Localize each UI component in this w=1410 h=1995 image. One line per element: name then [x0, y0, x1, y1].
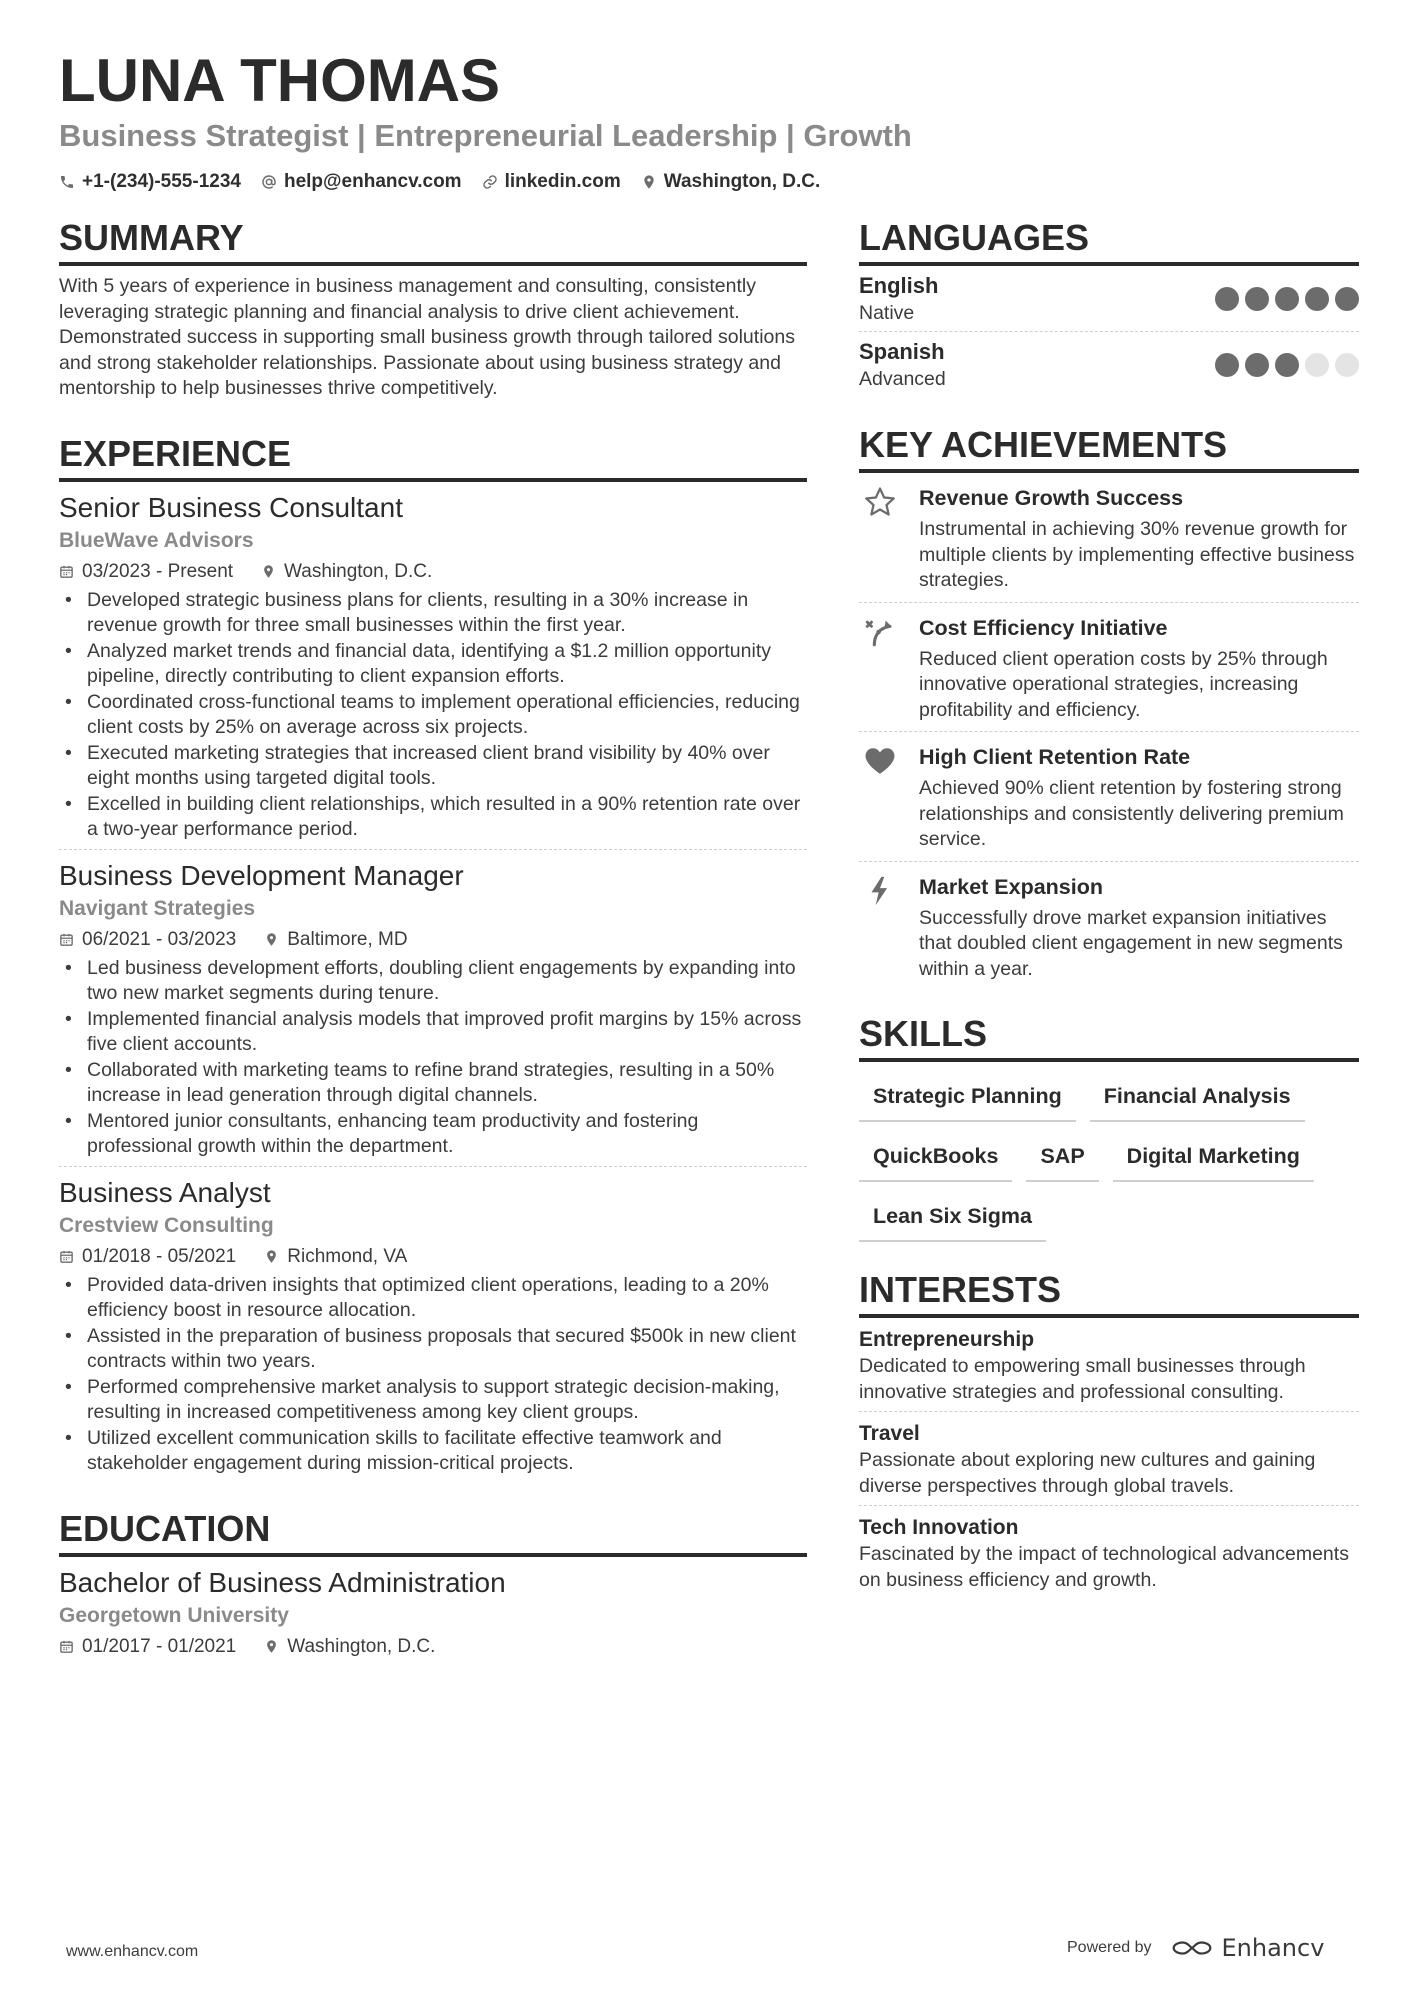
experience-bullets	[59, 956, 807, 1160]
achievement-icon-wrap	[859, 742, 901, 853]
contact-location-text: Washington, D.C.	[663, 171, 821, 192]
experience-location	[264, 1243, 407, 1271]
experience-location	[264, 926, 407, 954]
rating-dot	[1275, 287, 1299, 311]
rating-dot	[1215, 353, 1239, 377]
experience-bullets	[59, 1273, 807, 1477]
lightning-icon	[863, 874, 897, 908]
language-info	[859, 338, 946, 392]
rating-dot	[1305, 353, 1329, 377]
experience-heading: EXPERIENCE	[59, 432, 807, 482]
experience-location-text: Richmond, VA	[287, 1245, 408, 1267]
skills-section	[859, 1012, 1359, 1242]
experience-entry	[59, 482, 807, 850]
education-entry	[59, 1557, 807, 1661]
enhancv-logo-icon	[1170, 1937, 1214, 1959]
right-column	[859, 216, 1359, 1599]
achievement-body	[919, 742, 1359, 853]
location-pin-icon	[641, 174, 657, 190]
languages-section	[859, 216, 1359, 397]
education-heading: EDUCATION	[59, 1507, 807, 1557]
achievement-item	[859, 862, 1359, 991]
contact-linkedin[interactable]	[482, 168, 621, 196]
education-section	[59, 1507, 807, 1661]
skills-heading: SKILLS	[859, 1012, 1359, 1062]
footer-website[interactable]: www.enhancv.com	[66, 1943, 199, 1960]
contact-phone[interactable]	[59, 168, 241, 196]
experience-role: Business Development Manager	[59, 859, 464, 891]
experience-location-text: Washington, D.C.	[284, 560, 433, 582]
contact-bar	[59, 168, 820, 196]
star-icon	[863, 485, 897, 519]
achievement-item	[859, 473, 1359, 603]
rating-dot	[1275, 353, 1299, 377]
heart-icon	[863, 744, 897, 778]
skill-tag: SAP	[1026, 1136, 1098, 1182]
experience-dates-text: 06/2021 - 03/2023	[82, 928, 237, 950]
location-pin-icon	[264, 932, 279, 947]
footer-powered-by	[1067, 1934, 1324, 1962]
interests-section	[859, 1268, 1359, 1599]
experience-company: Crestview Consulting	[59, 1213, 274, 1237]
experience-bullet: • Coordinated cross-functional teams to implement operational efficiencies, reducing client costs by 25% on average across six projects.	[59, 690, 807, 741]
achievement-item	[859, 603, 1359, 733]
contact-email-text: help@enhancv.com	[283, 171, 462, 192]
rating-dot	[1215, 287, 1239, 311]
education-degree: Bachelor of Business Administration	[59, 1566, 506, 1598]
contact-email[interactable]	[261, 168, 462, 196]
rating-dot	[1245, 287, 1269, 311]
experience-section	[59, 432, 807, 1483]
achievement-icon-wrap	[859, 483, 901, 594]
skills-list	[859, 1076, 1359, 1242]
experience-bullet: • Developed strategic business plans for clients, resulting in a 30% increase in revenue growth for three small businesses within the first year.	[59, 588, 807, 639]
experience-bullet: • Analyzed market trends and financial data, identifying a $1.2 million opportunity pipeline, directly contributing to client expansion efforts.	[59, 639, 807, 690]
contact-phone-text: +1-(234)-555-1234	[82, 171, 241, 192]
brand-name: Enhancv	[1221, 1934, 1325, 1962]
education-location-text: Washington, D.C.	[287, 1635, 436, 1657]
education-dates	[59, 1633, 236, 1661]
interest-desc: Dedicated to empowering small businesses through innovative strategies and professional consulting.	[859, 1355, 1306, 1403]
experience-role: Senior Business Consultant	[59, 491, 403, 523]
interest-item	[859, 1412, 1359, 1506]
skill-tag: Lean Six Sigma	[859, 1196, 1046, 1242]
summary-section	[59, 216, 807, 402]
location-pin-icon	[264, 1249, 279, 1264]
experience-company: BlueWave Advisors	[59, 528, 254, 552]
powered-by-label: Powered by	[1067, 1939, 1152, 1956]
achievement-item	[859, 732, 1359, 862]
achievement-body	[919, 483, 1359, 594]
language-name: Spanish	[859, 339, 945, 364]
education-dates-text: 01/2017 - 01/2021	[82, 1635, 237, 1657]
skill-tag: QuickBooks	[859, 1136, 1012, 1182]
interest-item	[859, 1318, 1359, 1412]
experience-bullet: • Executed marketing strategies that increased client brand visibility by 40% over eight months using targeted digital tools.	[59, 741, 807, 792]
education-meta	[59, 1633, 807, 1661]
at-icon	[261, 174, 277, 190]
experience-entry	[59, 1167, 807, 1483]
achievement-body	[919, 613, 1359, 724]
calendar-icon	[59, 1249, 74, 1264]
experience-dates	[59, 1243, 236, 1271]
interest-desc: Passionate about exploring new cultures and gaining diverse perspectives through global travels.	[859, 1449, 1316, 1497]
location-pin-icon	[261, 564, 276, 579]
contact-location	[641, 168, 821, 196]
experience-location	[261, 558, 432, 586]
achievement-icon-wrap	[859, 613, 901, 724]
experience-bullet: • Performed comprehensive market analysis to support strategic decision-making, resulting in increased competitiveness among key client groups.	[59, 1375, 807, 1426]
location-pin-icon	[264, 1639, 279, 1654]
achievement-title: Cost Efficiency Initiative	[919, 615, 1168, 640]
experience-meta	[59, 926, 807, 954]
education-location	[264, 1633, 435, 1661]
skill-tag: Financial Analysis	[1090, 1076, 1305, 1122]
calendar-icon	[59, 932, 74, 947]
rating-dot	[1335, 287, 1359, 311]
experience-bullet: • Collaborated with marketing teams to refine brand strategies, resulting in a 50% increase in lead generation through digital channels.	[59, 1058, 807, 1109]
language-level: Advanced	[859, 368, 946, 390]
experience-entry	[59, 850, 807, 1167]
achievement-desc: Reduced client operation costs by 25% through innovative operational strategies, increasing profitability and efficiency.	[919, 647, 1328, 721]
interest-desc: Fascinated by the impact of technological advancements on business efficiency and growth.	[859, 1543, 1349, 1591]
contact-linkedin-text: linkedin.com	[504, 171, 621, 192]
experience-location-text: Baltimore, MD	[287, 928, 408, 950]
experience-bullet: • Assisted in the preparation of business proposals that secured $500k in new client contracts within two years.	[59, 1324, 807, 1375]
skill-tag: Digital Marketing	[1113, 1136, 1314, 1182]
summary-heading: SUMMARY	[59, 216, 807, 266]
experience-bullets	[59, 588, 807, 843]
experience-bullet: • Implemented financial analysis models that improved profit margins by 15% across five client accounts.	[59, 1007, 807, 1058]
experience-role: Business Analyst	[59, 1176, 271, 1208]
experience-company: Navigant Strategies	[59, 896, 256, 920]
experience-dates	[59, 926, 236, 954]
interest-title: Travel	[859, 1422, 920, 1445]
strategy-arrow-icon	[863, 615, 897, 649]
experience-bullet: • Provided data-driven insights that optimized client operations, leading to a 20% efficiency boost in resource allocation.	[59, 1273, 807, 1324]
candidate-headline: Business Strategist | Entrepreneurial Leadership | Growth	[59, 118, 912, 153]
language-rating	[1215, 287, 1359, 311]
phone-icon	[59, 174, 75, 190]
achievement-desc: Instrumental in achieving 30% revenue growth for multiple clients by implementing effective business strategies.	[919, 518, 1355, 591]
summary-text: With 5 years of experience in business management and consulting, consistently leveraging strategic planning and financial analysis to drive client achievement. Demonstrated success in supporting small business growth through tailored solutions and strong stakeholder relationships. Passionate about using business strategy and mentorship to help businesses thrive competitively.	[59, 275, 795, 399]
achievement-icon-wrap	[859, 872, 901, 983]
interest-title: Tech Innovation	[859, 1516, 1019, 1539]
interests-heading: INTERESTS	[859, 1268, 1359, 1318]
rating-dot	[1335, 353, 1359, 377]
education-school: Georgetown University	[59, 1603, 289, 1627]
language-item	[859, 266, 1359, 332]
achievement-desc: Achieved 90% client retention by fostering strong relationships and consistently delivering premium service.	[919, 777, 1344, 850]
calendar-icon	[59, 1639, 74, 1654]
experience-bullet: • Utilized excellent communication skills to facilitate effective teamwork and stakeholder engagement during mission-critical projects.	[59, 1426, 807, 1477]
language-rating	[1215, 353, 1359, 377]
experience-meta	[59, 558, 807, 586]
achievement-title: Market Expansion	[919, 874, 1103, 899]
languages-heading: LANGUAGES	[859, 216, 1359, 266]
experience-bullet: • Excelled in building client relationships, which resulted in a 90% retention rate over a two-year performance period.	[59, 792, 807, 843]
experience-bullet: • Mentored junior consultants, enhancing team productivity and fostering professional growth within the department.	[59, 1109, 807, 1160]
rating-dot	[1305, 287, 1329, 311]
achievements-section	[859, 423, 1359, 990]
rating-dot	[1245, 353, 1269, 377]
interest-item	[859, 1506, 1359, 1599]
calendar-icon	[59, 564, 74, 579]
brand-logo[interactable]	[1170, 1934, 1325, 1962]
language-name: English	[859, 273, 939, 298]
achievement-title: Revenue Growth Success	[919, 486, 1184, 510]
experience-dates	[59, 558, 233, 586]
achievement-title: High Client Retention Rate	[919, 745, 1191, 769]
experience-dates-text: 01/2018 - 05/2021	[82, 1245, 237, 1267]
language-level: Native	[859, 302, 915, 324]
skill-tag: Strategic Planning	[859, 1076, 1076, 1122]
experience-meta	[59, 1243, 807, 1271]
language-item	[859, 332, 1359, 397]
achievement-desc: Successfully drove market expansion initiatives that doubled client engagement in new segments within a year.	[919, 906, 1343, 980]
candidate-name: LUNA THOMAS	[59, 47, 501, 114]
language-info	[859, 272, 938, 326]
interest-title: Entrepreneurship	[859, 1328, 1035, 1351]
experience-dates-text: 03/2023 - Present	[82, 560, 234, 582]
link-icon	[482, 174, 498, 190]
achievements-heading: KEY ACHIEVEMENTS	[859, 423, 1359, 473]
achievement-body	[919, 872, 1359, 983]
left-column	[59, 216, 807, 1661]
experience-bullet: • Led business development efforts, doubling client engagements by expanding into two new market segments during tenure.	[59, 956, 807, 1007]
